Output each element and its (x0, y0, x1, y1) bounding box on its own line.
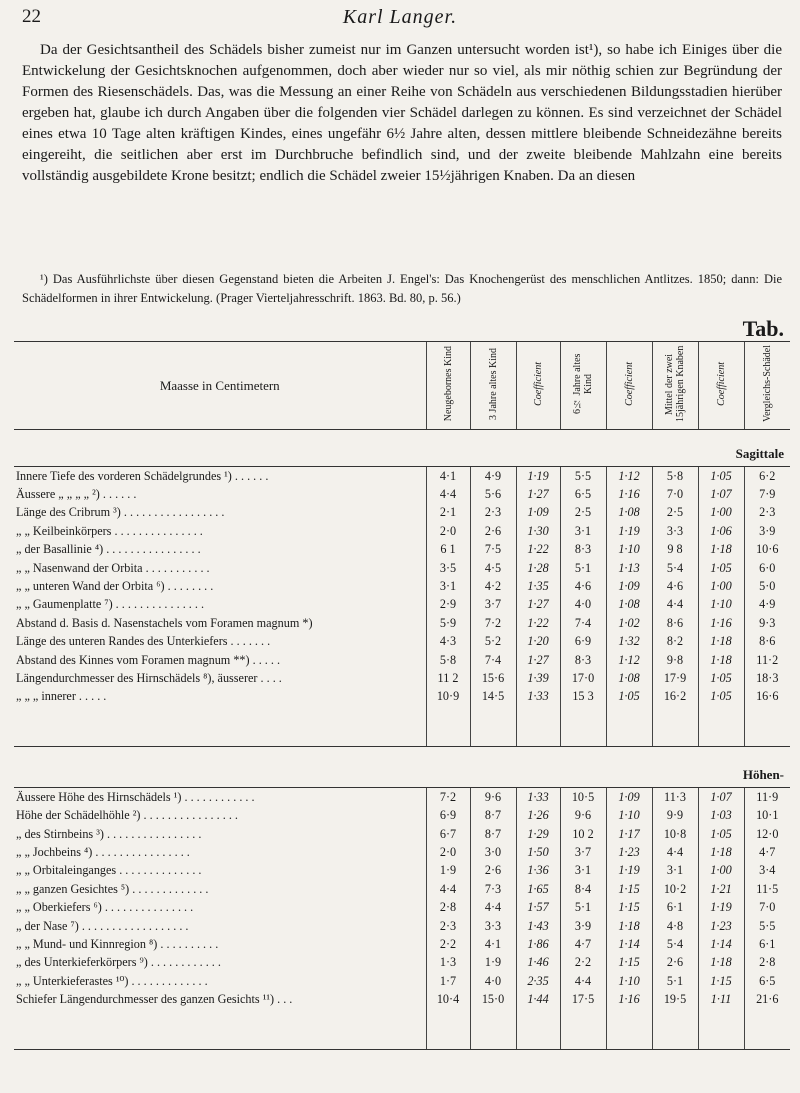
row-label: Höhe der Schädelhöhle ²) . . . . . . . . . . . . . . . . (16, 808, 238, 823)
section-header-sagittal: Sagittale (14, 430, 790, 467)
value-cell: 7·2 (426, 788, 470, 807)
coefficient-cell: 1·10 (606, 806, 652, 824)
coefficient-cell: 1·26 (516, 806, 560, 824)
value-cell: 3·7 (470, 596, 516, 614)
value-cell: 5·4 (652, 559, 698, 577)
value-cell: 15 3 (560, 688, 606, 706)
paragraph-text: Da der Gesichtsantheil des Schädels bisher zumeist nur im Ganzen untersucht worden ist¹), so habe ich Einiges über die Entwickelung der Gesichtsknochen aufgenommen, doch aber wieder nur so viel, als mir nöthig schien zur Begründung der Formen des Riesenschädels. Das, was die Messung an einer Reihe von Schädeln aus verschiedenen Bildungsstadien hierüber ergeben hat, glaube ich durch Angaben über die folgenden vier Schädel darlegen zu können. Es sind verzeichnet der Schädel eines etwa 10 Tage alten kräftigen Kindes, eines ungefähr 6½ Jahre alten, dessen mittlere bleibende Schneidezähne bereits eingereiht, die seitlichen aber erst im Durchbruche befindlich sind, und der zweite bleibende Mahlzahn eine bereits vollständig ausgebildete Krone besitzt; endlich die Schädel zweier 15½jährigen Knaben. Da an diesen (22, 42, 782, 184)
coefficient-cell: 1·23 (698, 917, 744, 935)
value-cell: 9·3 (744, 614, 790, 632)
value-cell: 3·9 (744, 522, 790, 540)
value-cell: 4·5 (470, 559, 516, 577)
value-cell: 19·5 (652, 990, 698, 1008)
row-label: Abstand des Kinnes vom Foramen magnum **) . . . . . (16, 652, 281, 667)
table-label: Tab. (742, 316, 784, 341)
table-row (14, 935, 790, 953)
col-header-newborn: Neugebornes Kind (426, 342, 470, 430)
row-label: „ der Basallinie ⁴) . . . . . . . . . . . . . . . . (16, 542, 201, 557)
value-cell: 3·1 (426, 577, 470, 595)
value-cell: 3·7 (560, 843, 606, 861)
coefficient-cell: 1·00 (698, 862, 744, 880)
coefficient-cell: 1·05 (698, 467, 744, 486)
value-cell: 9·9 (652, 806, 698, 824)
row-label: Äussere Höhe des Hirnschädels ¹) . . . . . . . . . . . . (16, 789, 255, 804)
value-cell: 2·8 (426, 898, 470, 916)
coefficient-cell: 1·19 (516, 467, 560, 486)
col-header-label: Maasse in Centimetern (14, 342, 426, 430)
coefficient-cell: 1·28 (516, 559, 560, 577)
coefficient-cell: 1·12 (606, 651, 652, 669)
coefficient-cell: 1·05 (698, 559, 744, 577)
value-cell: 4·4 (470, 898, 516, 916)
table-row (14, 541, 790, 559)
value-cell: 15·6 (470, 669, 516, 687)
col-header-6-years: 6½ Jahre altes Kind (560, 342, 606, 430)
coefficient-cell: 1·09 (606, 788, 652, 807)
value-cell: 3·4 (744, 862, 790, 880)
value-cell: 1·7 (426, 972, 470, 990)
coefficient-cell: 1·16 (606, 485, 652, 503)
coefficient-cell: 1·10 (606, 972, 652, 990)
coefficient-cell: 1·27 (516, 485, 560, 503)
coefficient-cell: 1·05 (698, 825, 744, 843)
value-cell: 7·5 (470, 541, 516, 559)
value-cell: 16·2 (652, 688, 698, 706)
value-cell: 6·5 (560, 485, 606, 503)
coefficient-cell: 1·07 (698, 788, 744, 807)
table-row (14, 954, 790, 972)
value-cell: 2·6 (470, 862, 516, 880)
value-cell: 4·4 (652, 843, 698, 861)
value-cell: 6·7 (426, 825, 470, 843)
measurement-table (14, 341, 790, 1050)
value-cell: 4·8 (652, 917, 698, 935)
value-cell: 2·2 (560, 954, 606, 972)
page-number: 22 (22, 6, 41, 27)
row-label: „ „ Nasenwand der Orbita . . . . . . . . . . . (16, 560, 210, 575)
row-label: „ der Nase ⁷) . . . . . . . . . . . . . . . . . . (16, 918, 189, 933)
coefficient-cell: 1·17 (606, 825, 652, 843)
value-cell: 7·2 (470, 614, 516, 632)
table-row (14, 596, 790, 614)
coefficient-cell: 1·19 (606, 862, 652, 880)
value-cell: 3·0 (470, 843, 516, 861)
coefficient-cell: 1·30 (516, 522, 560, 540)
value-cell: 4·4 (652, 596, 698, 614)
value-cell: 2·0 (426, 843, 470, 861)
coefficient-cell: 1·18 (698, 541, 744, 559)
table-row (14, 917, 790, 935)
value-cell: 10·2 (652, 880, 698, 898)
value-cell: 3·9 (560, 917, 606, 935)
value-cell: 5·0 (744, 577, 790, 595)
value-cell: 10·6 (744, 541, 790, 559)
value-cell: 5·2 (470, 633, 516, 651)
coefficient-cell: 1·16 (606, 990, 652, 1008)
table-row (14, 862, 790, 880)
coefficient-cell: 1·00 (698, 577, 744, 595)
coefficient-cell: 1·03 (698, 806, 744, 824)
value-cell: 2·3 (426, 917, 470, 935)
value-cell: 8·6 (744, 633, 790, 651)
value-cell: 8·3 (560, 541, 606, 559)
value-cell: 7·4 (560, 614, 606, 632)
coefficient-cell: 1·14 (606, 935, 652, 953)
value-cell: 3·3 (470, 917, 516, 935)
table-row (14, 577, 790, 595)
row-label: „ „ „ innerer . . . . . (16, 689, 107, 704)
table-row (14, 669, 790, 687)
coefficient-cell: 1·10 (606, 541, 652, 559)
value-cell: 10·9 (426, 688, 470, 706)
table-row (14, 788, 790, 807)
value-cell: 5·4 (652, 935, 698, 953)
col-header-3-years: 3 Jahre altes Kind (470, 342, 516, 430)
value-cell: 2·3 (470, 504, 516, 522)
value-cell: 7·3 (470, 880, 516, 898)
table-row (14, 990, 790, 1008)
row-label: Schiefer Längendurchmesser des ganzen Gesichts ¹¹) . . . (16, 992, 293, 1007)
coefficient-cell: 1·29 (516, 825, 560, 843)
coefficient-cell: 1·39 (516, 669, 560, 687)
value-cell: 11·2 (744, 651, 790, 669)
coefficient-cell: 1·09 (606, 577, 652, 595)
coefficient-cell: 1·05 (698, 688, 744, 706)
value-cell: 18·3 (744, 669, 790, 687)
value-cell: 5·6 (470, 485, 516, 503)
value-cell: 2·3 (744, 504, 790, 522)
value-cell: 4·9 (470, 467, 516, 486)
coefficient-cell: 1·16 (698, 614, 744, 632)
coefficient-cell: 1·10 (698, 596, 744, 614)
coefficient-cell: 1·22 (516, 614, 560, 632)
table-row (14, 898, 790, 916)
value-cell: 6·9 (560, 633, 606, 651)
coefficient-cell: 1·27 (516, 596, 560, 614)
row-label: Länge des Cribrum ³) . . . . . . . . . . . . . . . . . (16, 505, 225, 520)
body-paragraph (22, 40, 782, 187)
coefficient-cell: 1·22 (516, 541, 560, 559)
coefficient-cell: 1·35 (516, 577, 560, 595)
table-row (14, 688, 790, 706)
col-header-coef-3: Coefficient (698, 342, 744, 430)
row-label: „ „ Unterkieferastes ¹⁰) . . . . . . . . . . . . . (16, 973, 208, 988)
section-header-height: Höhen- (14, 747, 790, 788)
value-cell: 5·5 (744, 917, 790, 935)
table-row (14, 522, 790, 540)
value-cell: 8·7 (470, 825, 516, 843)
coefficient-cell: 1·19 (698, 898, 744, 916)
value-cell: 4·0 (560, 596, 606, 614)
value-cell: 5·8 (426, 651, 470, 669)
value-cell: 4·2 (470, 577, 516, 595)
coefficient-cell: 1·36 (516, 862, 560, 880)
row-label: „ „ Keilbeinkörpers . . . . . . . . . . . . . . . (16, 523, 203, 538)
col-header-15-years: Mittel der zwei 15jährigen Knaben (652, 342, 698, 430)
value-cell: 9·6 (470, 788, 516, 807)
coefficient-cell: 1·86 (516, 935, 560, 953)
coefficient-cell: 1·18 (698, 954, 744, 972)
value-cell: 1·3 (426, 954, 470, 972)
value-cell: 3·1 (560, 862, 606, 880)
value-cell: 6·1 (652, 898, 698, 916)
value-cell: 6·2 (744, 467, 790, 486)
coefficient-cell: 1·46 (516, 954, 560, 972)
table-row (14, 504, 790, 522)
value-cell: 2·0 (426, 522, 470, 540)
coefficient-cell: 1·15 (606, 898, 652, 916)
coefficient-cell: 1·12 (606, 467, 652, 486)
row-label: „ „ ganzen Gesichtes ⁵) . . . . . . . . . . . . . (16, 881, 209, 896)
coefficient-cell: 1·44 (516, 990, 560, 1008)
value-cell: 5·9 (426, 614, 470, 632)
value-cell: 8·4 (560, 880, 606, 898)
coefficient-cell: 1·09 (516, 504, 560, 522)
coefficient-cell: 1·05 (698, 669, 744, 687)
value-cell: 8·6 (652, 614, 698, 632)
coefficient-cell: 1·15 (606, 880, 652, 898)
coefficient-cell: 1·18 (698, 843, 744, 861)
coefficient-cell: 1·08 (606, 504, 652, 522)
value-cell: 2·6 (652, 954, 698, 972)
coefficient-cell: 1·08 (606, 596, 652, 614)
row-label: „ „ Orbitaleinganges . . . . . . . . . . . . . . (16, 863, 202, 878)
value-cell: 9·8 (652, 651, 698, 669)
value-cell: 4·4 (426, 485, 470, 503)
row-label: „ „ Oberkiefers ⁶) . . . . . . . . . . . . . . . (16, 900, 194, 915)
value-cell: 2·5 (652, 504, 698, 522)
height-rows (14, 788, 790, 1009)
value-cell: 4·7 (744, 843, 790, 861)
value-cell: 1·9 (470, 954, 516, 972)
value-cell: 17·0 (560, 669, 606, 687)
table-row (14, 467, 790, 486)
value-cell: 2·6 (470, 522, 516, 540)
value-cell: 2·1 (426, 504, 470, 522)
table-row (14, 806, 790, 824)
coefficient-cell: 1·23 (606, 843, 652, 861)
value-cell: 2·2 (426, 935, 470, 953)
footnote: ¹) Das Ausführlichste über diesen Gegenstand bieten die Arbeiten J. Engel's: Das Knochengerüst des menschlichen Antlitzes. 1850; dann: Die Schädelformen in ihrer Entwickelung. (Prager Vierteljahresschrift. 1863. Bd. 80, p. 56.) (22, 272, 782, 305)
row-label: „ des Unterkieferkörpers ⁹) . . . . . . . . . . . . (16, 955, 221, 970)
coefficient-cell: 1·65 (516, 880, 560, 898)
value-cell: 3·1 (652, 862, 698, 880)
value-cell: 9·6 (560, 806, 606, 824)
table-row (14, 825, 790, 843)
value-cell: 10 2 (560, 825, 606, 843)
coefficient-cell: 1·06 (698, 522, 744, 540)
coefficient-cell: 1·08 (606, 669, 652, 687)
table-end-spacer (14, 1009, 790, 1050)
value-cell: 2·8 (744, 954, 790, 972)
table-row (14, 880, 790, 898)
section-spacer (14, 706, 790, 747)
coefficient-cell: 1·33 (516, 788, 560, 807)
value-cell: 4·9 (744, 596, 790, 614)
value-cell: 7·0 (744, 898, 790, 916)
value-cell: 8·3 (560, 651, 606, 669)
coefficient-cell: 1·18 (698, 633, 744, 651)
sagittal-rows (14, 467, 790, 707)
table-row (14, 485, 790, 503)
col-header-comparison: Vergleichs-Schädel (744, 342, 790, 430)
coefficient-cell: 1·57 (516, 898, 560, 916)
value-cell: 4·1 (470, 935, 516, 953)
value-cell: 6·5 (744, 972, 790, 990)
table-row (14, 633, 790, 651)
coefficient-cell: 1·14 (698, 935, 744, 953)
value-cell: 1·9 (426, 862, 470, 880)
value-cell: 17·5 (560, 990, 606, 1008)
value-cell: 4·7 (560, 935, 606, 953)
value-cell: 5·1 (560, 559, 606, 577)
value-cell: 16·6 (744, 688, 790, 706)
row-label: „ „ Gaumenplatte ⁷) . . . . . . . . . . . . . . . (16, 597, 205, 612)
value-cell: 10·4 (426, 990, 470, 1008)
value-cell: 4·6 (652, 577, 698, 595)
col-header-coef-1: Coefficient (516, 342, 560, 430)
value-cell: 3·3 (652, 522, 698, 540)
coefficient-cell: 1·18 (698, 651, 744, 669)
table-row (14, 972, 790, 990)
value-cell: 11·3 (652, 788, 698, 807)
value-cell: 10·5 (560, 788, 606, 807)
column-header-row (14, 342, 790, 430)
value-cell: 10·8 (652, 825, 698, 843)
row-label: „ „ Jochbeins ⁴) . . . . . . . . . . . . . . . . (16, 844, 190, 859)
coefficient-cell: 1·05 (606, 688, 652, 706)
coefficient-cell: 1·21 (698, 880, 744, 898)
col-header-coef-2: Coefficient (606, 342, 652, 430)
coefficient-cell: 1·50 (516, 843, 560, 861)
value-cell: 4·4 (560, 972, 606, 990)
value-cell: 5·5 (560, 467, 606, 486)
row-label: Innere Tiefe des vorderen Schädelgrundes ¹) . . . . . . (16, 468, 269, 483)
value-cell: 6 1 (426, 541, 470, 559)
value-cell: 12·0 (744, 825, 790, 843)
running-title: Karl Langer. (342, 6, 458, 28)
value-cell: 4·3 (426, 633, 470, 651)
value-cell: 7·4 (470, 651, 516, 669)
coefficient-cell: 1·33 (516, 688, 560, 706)
coefficient-cell: 1·13 (606, 559, 652, 577)
value-cell: 4·4 (426, 880, 470, 898)
value-cell: 5·1 (652, 972, 698, 990)
value-cell: 15·0 (470, 990, 516, 1008)
coefficient-cell: 1·07 (698, 485, 744, 503)
value-cell: 17·9 (652, 669, 698, 687)
value-cell: 7·9 (744, 485, 790, 503)
coefficient-cell: 1·27 (516, 651, 560, 669)
table-row (14, 843, 790, 861)
row-label: „ „ Mund- und Kinnregion ⁸) . . . . . . . . . . (16, 936, 219, 951)
value-cell: 3·1 (560, 522, 606, 540)
coefficient-cell: 2·35 (516, 972, 560, 990)
coefficient-cell: 1·18 (606, 917, 652, 935)
coefficient-cell: 1·00 (698, 504, 744, 522)
value-cell: 8·2 (652, 633, 698, 651)
coefficient-cell: 1·15 (606, 954, 652, 972)
row-label: „ „ unteren Wand der Orbita ⁶) . . . . . . . . (16, 579, 214, 594)
value-cell: 9 8 (652, 541, 698, 559)
value-cell: 11·9 (744, 788, 790, 807)
coefficient-cell: 1·15 (698, 972, 744, 990)
row-label: „ des Stirnbeins ³) . . . . . . . . . . . . . . . . (16, 826, 202, 841)
table-row (14, 559, 790, 577)
coefficient-cell: 1·19 (606, 522, 652, 540)
value-cell: 10·1 (744, 806, 790, 824)
value-cell: 8·7 (470, 806, 516, 824)
value-cell: 6·9 (426, 806, 470, 824)
value-cell: 21·6 (744, 990, 790, 1008)
row-label: Längendurchmesser des Hirnschädels ⁸), äusserer . . . . (16, 670, 282, 685)
table-row (14, 651, 790, 669)
value-cell: 5·1 (560, 898, 606, 916)
value-cell: 4·0 (470, 972, 516, 990)
value-cell: 11·5 (744, 880, 790, 898)
value-cell: 3·5 (426, 559, 470, 577)
value-cell: 14·5 (470, 688, 516, 706)
coefficient-cell: 1·20 (516, 633, 560, 651)
value-cell: 4·6 (560, 577, 606, 595)
coefficient-cell: 1·02 (606, 614, 652, 632)
value-cell: 6·0 (744, 559, 790, 577)
table-row (14, 614, 790, 632)
value-cell: 7·0 (652, 485, 698, 503)
value-cell: 5·8 (652, 467, 698, 486)
coefficient-cell: 1·43 (516, 917, 560, 935)
row-label: Äussere „ „ „ „ ²) . . . . . . (16, 487, 137, 502)
value-cell: 6·1 (744, 935, 790, 953)
value-cell: 2·9 (426, 596, 470, 614)
value-cell: 2·5 (560, 504, 606, 522)
value-cell: 11 2 (426, 669, 470, 687)
coefficient-cell: 1·11 (698, 990, 744, 1008)
value-cell: 4·1 (426, 467, 470, 486)
row-label: Abstand d. Basis d. Nasenstachels vom Foramen magnum *) (16, 615, 313, 630)
coefficient-cell: 1·32 (606, 633, 652, 651)
row-label: Länge des unteren Randes des Unterkiefers . . . . . . . (16, 634, 271, 649)
page-header (0, 6, 800, 32)
